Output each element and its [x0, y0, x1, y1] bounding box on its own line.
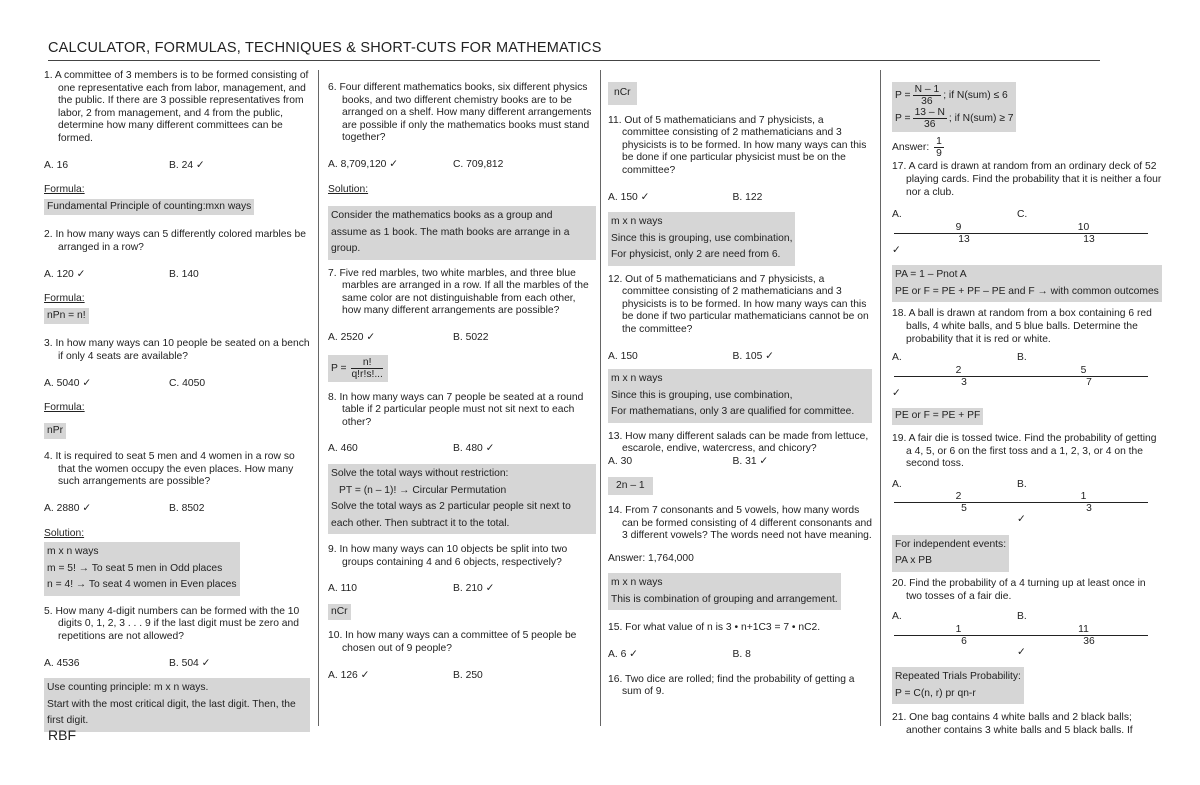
solution-line: Repeated Trials Probability:	[895, 671, 1021, 683]
solution-box	[892, 265, 1162, 302]
formula-label: Formula:	[44, 184, 85, 196]
option-a: A. 120 ✓	[44, 268, 86, 280]
option-b: B. 8502	[169, 503, 205, 515]
fraction: $\frac{9}{13}$	[894, 222, 1034, 245]
solution-line: Start with the most critical digit, the last digit. Then, the first digit.	[47, 698, 296, 727]
option-c: C. 709,812	[453, 158, 504, 170]
question-6: 6. Four different mathematics books, six different physics books, and two different chemistry books are to be arranged on a shelf. How many different arrangements are possible if only the mathematics books must stand together?	[328, 82, 592, 144]
question-21: 21. One bag contains 4 white balls and 2 black balls; another contains 3 white balls and 5 black balls. If	[892, 712, 1133, 736]
question-16: 16. Two dice are rolled; find the probability of getting a sum of 9.	[608, 673, 855, 698]
question-15: 15. For what value of n is 3 • n+1C3 = 7 • nC2.	[608, 622, 821, 634]
fraction: $\frac{10}{13}$	[1019, 222, 1159, 245]
answer-options	[608, 192, 872, 205]
solution-box	[892, 535, 1009, 572]
solution-box	[608, 369, 872, 423]
answer-text: Answer: $\frac{1}{9}$	[892, 136, 942, 160]
formula-box: P = $\frac{N - 1}{36}$ ; if N(sum) ≤ 6 P = $\frac{13 - N}{36}$ ; if N(sum) ≥ 7	[892, 82, 1016, 132]
answer-options: A. $\frac{1}{6}$ B. $\frac{11}{36}$ ✓	[892, 611, 1162, 659]
solution-label: Solution:	[328, 183, 369, 195]
fraction: $\frac{11}{36}$	[1019, 624, 1159, 647]
solution-line: assume as 1 book. The math books are arrange in a	[331, 226, 570, 238]
solution-box	[608, 212, 795, 266]
formula-lhs: P =	[331, 362, 347, 374]
solution-line: Solve the total ways without restriction:	[331, 468, 509, 479]
formula-box	[328, 355, 388, 382]
solution-line: m x n ways	[47, 546, 99, 558]
formula-box: nCr	[328, 604, 351, 621]
question-11: 11. Out of 5 mathematicians and 7 physicists, a committee consisting of 2 mathematicians and 3 physicists is to be formed. In how many ways can this be done if one particular physicist must be on the committee?	[608, 114, 867, 176]
question-9: 9. In how many ways can 10 objects be split into two groups containing 4 and 6 objects, respectively?	[328, 544, 568, 568]
option-a: A. 4536	[44, 657, 80, 669]
option-a: A. 460	[328, 443, 358, 455]
option-a: A. 2880 ✓	[44, 503, 91, 515]
solution-box	[44, 678, 310, 732]
check-icon: ✓	[892, 387, 901, 399]
option-a: A. 5040 ✓	[44, 377, 91, 389]
question-4: 4. It is required to seat 5 men and 4 women in a row so that the women occupy the even places. How many such arrangements are possible?	[44, 451, 295, 488]
column-1	[44, 70, 310, 732]
check-icon: ✓	[1017, 514, 1026, 526]
column-2	[328, 82, 596, 682]
solution-box	[892, 667, 1024, 704]
answer-options	[328, 159, 596, 172]
question-2: 2. In how many ways can 5 differently colored marbles be arranged in a row?	[44, 229, 306, 253]
solution-box	[328, 464, 596, 534]
question-13: 13. How many different salads can be made from lettuce, escarole, endive, watercress, and chicory?	[608, 430, 869, 455]
fraction: $\frac{2}{5}$	[894, 491, 1034, 514]
fraction: $\frac{1}{3}$	[1019, 491, 1159, 514]
answer-options: A. $\frac{2}{5}$ B. $\frac{1}{3}$ ✓	[892, 479, 1162, 527]
solution-box	[608, 573, 841, 610]
option-a: A. 110	[328, 583, 358, 595]
option-a: A. 30	[608, 455, 633, 467]
answer-options	[328, 583, 596, 596]
answer-options	[328, 443, 596, 456]
option-a: A. 16	[44, 159, 69, 171]
question-12: 12. Out of 5 mathematicians and 7 physicists, a committee consisting of 2 mathematicians and 3 physicists is to be formed. In how many ways can this be done if two particular mathematicians cannot be on the committee?	[608, 273, 869, 336]
fraction: $\frac{1}{9}$	[936, 136, 942, 160]
question-1: 1. A committee of 3 members is to be formed consisting of one representative each from labor, management, and the public. If there are 3 possible representatives from labor, 2 from management, and 4 from the public, determine how many different committees can be formed.	[44, 70, 309, 144]
fraction: $\frac{1}{6}$	[894, 624, 1034, 647]
option-b: B. 210 ✓	[453, 583, 495, 595]
question-8: 8. In how many ways can 7 people be seated at a round table if 2 particular people must not sit next to each other?	[328, 391, 584, 428]
option-c: C. 4050	[169, 377, 206, 389]
option-b: B. 504 ✓	[169, 657, 211, 669]
solution-line: m x n ways	[611, 216, 663, 228]
solution-line: n = 4! → To seat 4 women in Even places	[47, 579, 237, 591]
solution-line: Use counting principle: m x n ways.	[47, 682, 209, 694]
solution-line: For independent events:	[895, 538, 1007, 550]
solution-line: m = 5! → To seat 5 men in Odd places	[47, 562, 223, 574]
solution-line: Since this is grouping, use combination,	[611, 389, 793, 401]
fraction: $\frac{13 - N}{36}$	[914, 107, 945, 131]
option-a: A. 2520 ✓	[328, 332, 375, 344]
solution-line: PA = 1 – Pnot A	[895, 269, 967, 281]
answer-options	[44, 378, 310, 391]
check-icon: ✓	[1017, 646, 1026, 658]
formula-label: Formula:	[44, 402, 85, 414]
option-b: B. 122	[732, 191, 763, 203]
option-b: B. 480 ✓	[453, 443, 495, 455]
option-b: B. 5022	[453, 332, 489, 344]
formula-box: PE or F = PE + PF	[892, 408, 983, 425]
formula-box: nCr	[608, 82, 637, 105]
answer-options: A. $\frac{9}{13}$ ✓ C. $\frac{10}{13}$	[892, 209, 1162, 257]
solution-box	[328, 206, 596, 260]
question-17: 17. A card is drawn at random from an ordinary deck of 52 playing cards. Find the probability that it is neither a four nor a club.	[892, 161, 1162, 198]
footer-initials: RBF	[48, 727, 76, 743]
fraction: $\frac{n!}{q!r!s!...}$	[351, 356, 383, 380]
solution-line: each other. Then subtract it to the total.	[331, 517, 510, 529]
solution-line: Solve the total ways as 2 particular people sit next to	[331, 501, 571, 512]
question-14: 14. From 7 consonants and 5 vowels, how many words can be formed consisting of 4 different consonants and 3 different vowels? The words need not have meaning.	[608, 505, 872, 542]
answer-options	[328, 332, 596, 345]
answer-options: A. $\frac{2}{3}$ ✓ B. $\frac{5}{7}$	[892, 352, 1162, 400]
question-10: 10. In how many ways can a committee of 5 people be chosen out of 9 people?	[328, 630, 577, 654]
solution-line: P = C(n, r) pr qn-r	[895, 687, 976, 699]
column-3	[608, 80, 872, 699]
answer-options	[44, 503, 310, 516]
formula-box: nPr	[44, 423, 66, 440]
solution-line: PT = (n – 1)! → Circular Permutation	[339, 484, 507, 496]
option-a: A. 150	[608, 350, 638, 362]
solution-line: m x n ways	[611, 373, 663, 385]
option-b: B. 105 ✓	[732, 350, 774, 362]
formula-box: nPn = n!	[44, 308, 89, 325]
solution-line: group.	[331, 243, 361, 255]
option-b: B. 8	[732, 649, 751, 661]
check-icon: ✓	[892, 244, 901, 256]
question-7: 7. Five red marbles, two white marbles, and three blue marbles are arranged in a row. If all the marbles of the same color are not distinguishable from each other, how many different arrangements are possible?	[328, 267, 589, 317]
question-3: 3. In how many ways can 10 people be seated on a bench if only 4 seats are available?	[44, 338, 310, 362]
solution-line: For physicist, only 2 are need from 6.	[611, 249, 781, 261]
option-b: B. 140	[169, 268, 199, 280]
formula-label: Formula:	[44, 293, 85, 305]
fraction: $\frac{5}{7}$	[1019, 365, 1159, 388]
title-divider	[48, 60, 1100, 61]
question-19: 19. A fair die is tossed twice. Find the probability of getting a 4, 5, or 6 on the first toss and a 1, 2, 3, or 4 on the second toss.	[892, 432, 1157, 470]
solution-line: For mathematians, only 3 are qualified for committee.	[611, 406, 855, 418]
column-divider	[318, 70, 319, 726]
question-18: 18. A ball is drawn at random from a box containing 6 red balls, 4 white balls, and 5 blue balls. Determine the probability that it is red or white.	[892, 308, 1152, 345]
column-divider	[880, 70, 881, 726]
answer-options	[328, 670, 596, 683]
option-a: A. 150 ✓	[608, 191, 650, 203]
solution-line: This is combination of grouping and arrangement.	[611, 593, 838, 605]
solution-line: PA x PB	[895, 555, 933, 567]
formula-box: Fundamental Principle of counting:mxn ways	[44, 199, 254, 216]
answer-options	[608, 456, 872, 469]
option-a: A. 126 ✓	[328, 669, 370, 681]
solution-label: Solution:	[44, 527, 85, 539]
option-b: B. 24 ✓	[169, 159, 205, 171]
solution-line: Since this is grouping, use combination,	[611, 232, 793, 244]
solution-box	[44, 542, 240, 596]
answer-options	[44, 269, 310, 282]
answer-text: Answer: 1,764,000	[608, 552, 694, 564]
answer-options	[44, 160, 310, 173]
equation: 3 • n+1C3 = 7 • nC2.	[725, 622, 821, 634]
formula-box: 2n – 1	[608, 477, 653, 496]
fraction: $\frac{N - 1}{36}$	[914, 84, 940, 107]
column-divider	[600, 70, 601, 726]
answer-options	[608, 351, 872, 364]
option-b: B. 250	[453, 669, 483, 681]
fraction: $\frac{2}{3}$	[894, 365, 1034, 388]
question-5: 5. How many 4-digit numbers can be formed with the 10 digits 0, 1, 2, 3 . . . 9 if the last digit must be zero and repetitions are not allowed?	[44, 605, 300, 642]
solution-line: Consider the mathematics books as a group and	[331, 210, 553, 222]
option-b: B. 31 ✓	[732, 455, 769, 467]
solution-line: m x n ways	[611, 577, 663, 589]
answer-options	[608, 649, 872, 662]
answer-options	[44, 658, 310, 671]
page-title: CALCULATOR, FORMULAS, TECHNIQUES & SHORT-CUTS FOR MATHEMATICS	[48, 40, 602, 56]
solution-line: PE or F = PE + PF – PE and F → with common outcomes	[895, 285, 1159, 297]
option-a: A. 6 ✓	[608, 649, 638, 661]
column-4	[892, 80, 1162, 738]
option-a: A. 8,709,120 ✓	[328, 158, 398, 170]
question-20: 20. Find the probability of a 4 turning up at least once in two tosses of a fair die.	[892, 577, 1146, 602]
